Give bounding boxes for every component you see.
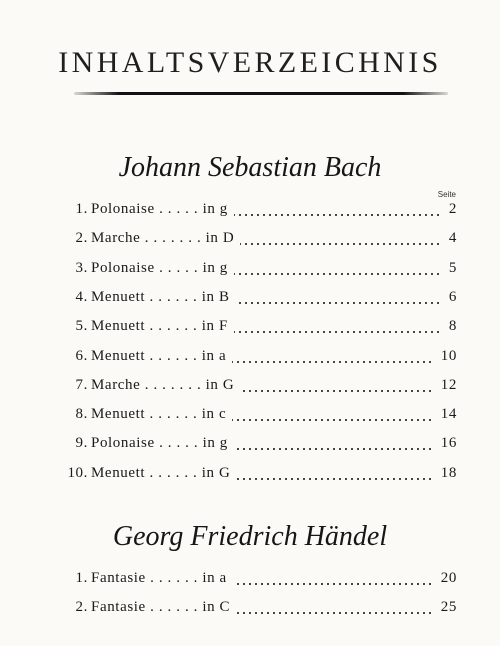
composer-heading-bach: Johann Sebastian Bach <box>118 152 382 183</box>
toc-entry-title: Fantasie . . . . . . in a <box>91 570 227 586</box>
toc-entry-title: Polonaise . . . . . in g <box>91 259 228 276</box>
toc-entry <box>0 260 500 282</box>
toc-entry <box>0 465 500 487</box>
toc-entry-title: Polonaise . . . . . in g <box>91 201 228 217</box>
toc-entry <box>0 230 500 252</box>
dot-leader <box>240 390 433 392</box>
toc-entry-title: Menuett . . . . . . in F <box>91 318 228 335</box>
toc-entry-title: Menuett . . . . . . in B <box>91 288 230 305</box>
toc-entry-title: Menuett . . . . . . in a <box>91 347 227 364</box>
toc-entry <box>0 348 500 370</box>
toc-entry-title: Menuett . . . . . . in c <box>91 406 227 423</box>
toc-entry-number: 2. <box>75 230 88 247</box>
dot-leader <box>234 331 441 333</box>
toc-entry-title: Fantasie . . . . . . in C <box>91 599 231 616</box>
composer-heading-haendel: Georg Friedrich Händel <box>112 521 388 552</box>
title-divider <box>74 92 448 95</box>
dot-leader <box>232 419 433 421</box>
page-column-header: Seite <box>437 190 456 199</box>
toc-entry <box>0 435 500 457</box>
toc-entry-number: 8. <box>75 406 88 423</box>
toc-entry <box>0 289 500 311</box>
toc-entry-page: 8 <box>448 318 457 335</box>
toc-entry-page: 4 <box>448 230 457 247</box>
toc-entry-page: 2 <box>448 201 457 217</box>
toc-entry-page: 10 <box>440 347 457 364</box>
toc-entry-number: 1. <box>75 201 88 217</box>
dot-leader <box>232 361 433 363</box>
dot-leader <box>236 478 433 480</box>
toc-entry-page: 5 <box>448 259 457 276</box>
page-title: INHALTSVERZEICHNIS <box>58 46 442 79</box>
toc-entry <box>0 318 500 340</box>
toc-entry <box>0 406 500 428</box>
dot-leader <box>240 243 441 245</box>
toc-entry-number: 7. <box>75 376 88 393</box>
toc-entry-title: Marche . . . . . . . in G <box>91 376 235 393</box>
toc-entry-page: 6 <box>448 288 457 305</box>
toc-entry-page: 18 <box>440 464 457 481</box>
toc-entry-page: 14 <box>440 406 457 423</box>
toc-entry <box>0 599 500 621</box>
toc-entry-title: Menuett . . . . . . in G <box>91 464 231 481</box>
toc-entry-page: 20 <box>440 570 457 586</box>
dot-leader <box>234 273 441 275</box>
toc-entry-number: 3. <box>75 259 88 276</box>
toc-entry <box>0 377 500 399</box>
toc-entry <box>0 201 500 223</box>
toc-entry-number: 1. <box>75 570 88 586</box>
toc-entry-title: Marche . . . . . . . in D <box>91 230 235 247</box>
dot-leader <box>233 583 433 585</box>
dot-leader <box>236 302 441 304</box>
toc-entry-page: 12 <box>440 376 457 393</box>
dot-leader <box>236 612 433 614</box>
toc-entry-page: 16 <box>440 435 457 452</box>
toc-entry-number: 5. <box>75 318 88 335</box>
toc-entry-number: 9. <box>75 435 88 452</box>
toc-entry-number: 4. <box>75 288 88 305</box>
toc-entry <box>0 570 500 592</box>
toc-entry-number: 10. <box>67 464 88 481</box>
dot-leader <box>234 214 441 216</box>
dot-leader <box>234 448 433 450</box>
toc-entry-title: Polonaise . . . . . in g <box>91 435 228 452</box>
toc-entry-number: 6. <box>75 347 88 364</box>
toc-entry-number: 2. <box>75 599 88 616</box>
toc-entry-page: 25 <box>440 599 457 616</box>
